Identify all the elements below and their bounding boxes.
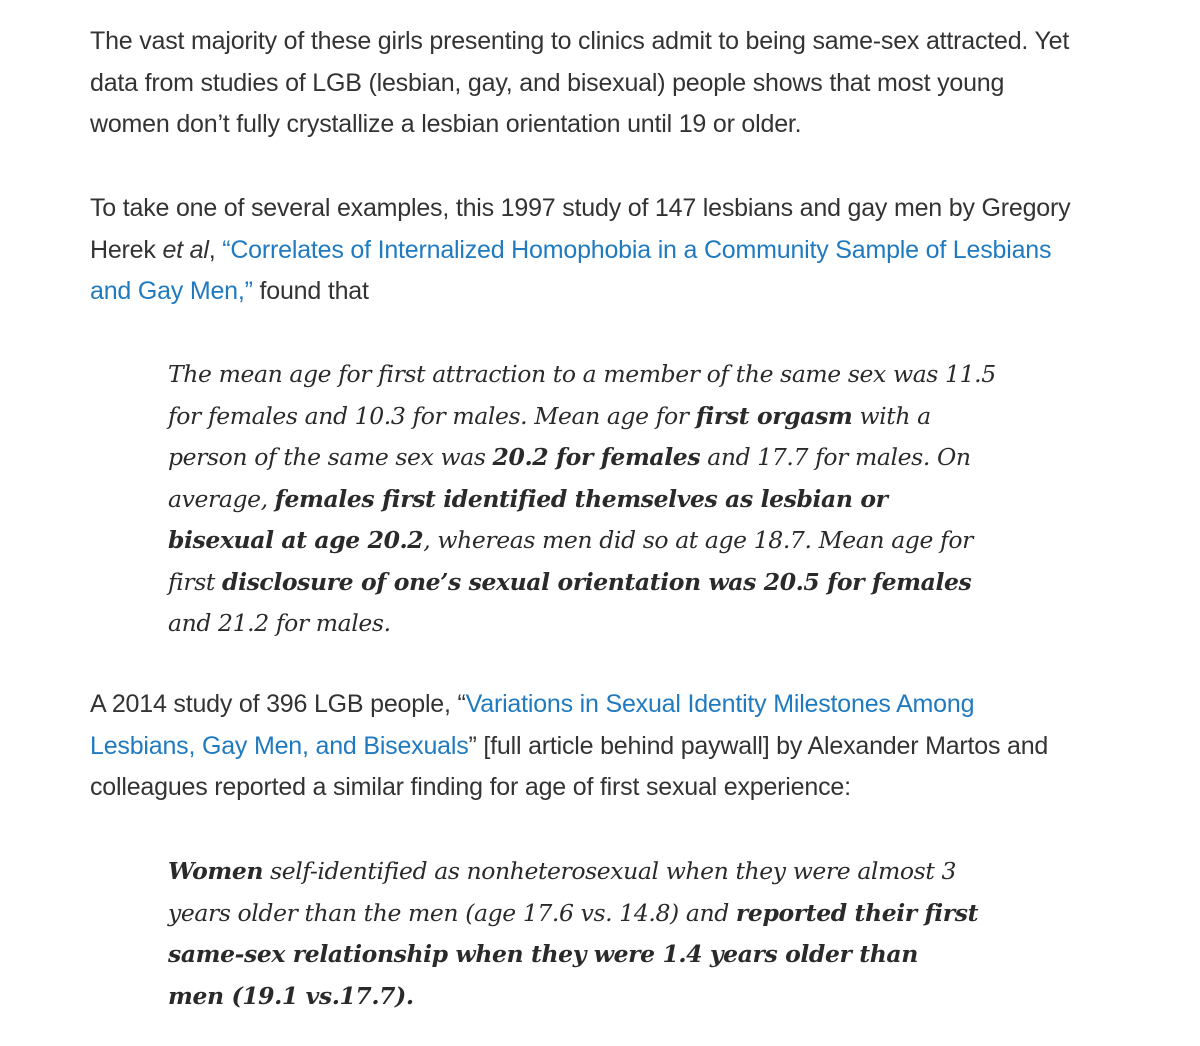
quote-text: for females and 10.3 for males. Mean age for (168, 401, 696, 430)
intro-line-3: women don’t fully crystallize a lesbian orientation until 19 or older. (90, 110, 802, 138)
quote-emphasis: disclosure of one’s sexual orientation was 20.5 for females (222, 567, 972, 596)
martos-link-line-1[interactable]: Variations in Sexual Identity Milestones Among (465, 690, 975, 718)
quote-emphasis: first orgasm (695, 401, 853, 430)
intro-line-2: data from studies of LGB (lesbian, gay, and bisexual) people shows that most young (90, 68, 1005, 97)
herek-text: found that (252, 277, 369, 305)
quote-emphasis: Women (168, 857, 264, 885)
quote-text: The mean age for first attraction to a member of the same sex was 11.5 (168, 360, 996, 388)
martos-link-line-2[interactable]: Lesbians, Gay Men, and Bisexuals (90, 731, 469, 760)
quote-emphasis: females first identified themselves as lesbian or (274, 484, 888, 513)
quote-text: person of the same sex was (168, 443, 493, 471)
paragraph-intro (90, 21, 1120, 146)
quote-text: self-identified as nonheterosexual when they were almost 3 (263, 857, 957, 885)
quote-text: and 17.7 for males. On (700, 443, 971, 471)
paragraph-herek (90, 188, 1120, 313)
martos-text: colleagues reported a similar finding for age of first sexual experience: (90, 773, 851, 801)
blockquote-martos (168, 851, 1048, 1017)
martos-text: A 2014 study of 396 LGB people, “ (90, 690, 466, 718)
herek-link-line-1[interactable]: “Correlates of Internalized Homophobia in a Community Sample of Lesbians (222, 235, 1052, 264)
herek-link-line-2[interactable]: and Gay Men,” (90, 277, 253, 305)
blockquote-herek (168, 354, 1048, 645)
quote-text: , whereas men did so at age 18.7. Mean age for (423, 526, 973, 554)
quote-text: years older than the men (age 17.6 vs. 14.8) and (168, 898, 736, 927)
quote-text: first (168, 567, 223, 596)
herek-text: Herek (90, 235, 163, 264)
quote-text: average, (168, 484, 275, 513)
herek-text: To take one of several examples, this 1997 study of 147 lesbians and gay men by Gregory (90, 194, 1071, 222)
intro-line-1: The vast majority of these girls presenting to clinics admit to being same-sex attracted. Yet (90, 27, 1070, 55)
paragraph-martos (90, 684, 1120, 809)
herek-text: , (208, 235, 223, 264)
quote-emphasis: same-sex relationship when they were 1.4 years older than (168, 940, 918, 968)
martos-text: ” [full article behind paywall] by Alexander Martos and (468, 731, 1049, 760)
quote-emphasis: 20.2 for females (492, 443, 701, 471)
quote-emphasis: reported their first (735, 898, 979, 927)
quote-text: with a (852, 401, 931, 430)
quote-emphasis: men (19.1 vs.17.7). (168, 981, 414, 1010)
herek-study-link[interactable] (90, 236, 1051, 306)
quote-emphasis: bisexual at age 20.2 (168, 526, 424, 554)
quote-text: and 21.2 for males. (168, 609, 391, 637)
et-al: et al (162, 235, 209, 264)
